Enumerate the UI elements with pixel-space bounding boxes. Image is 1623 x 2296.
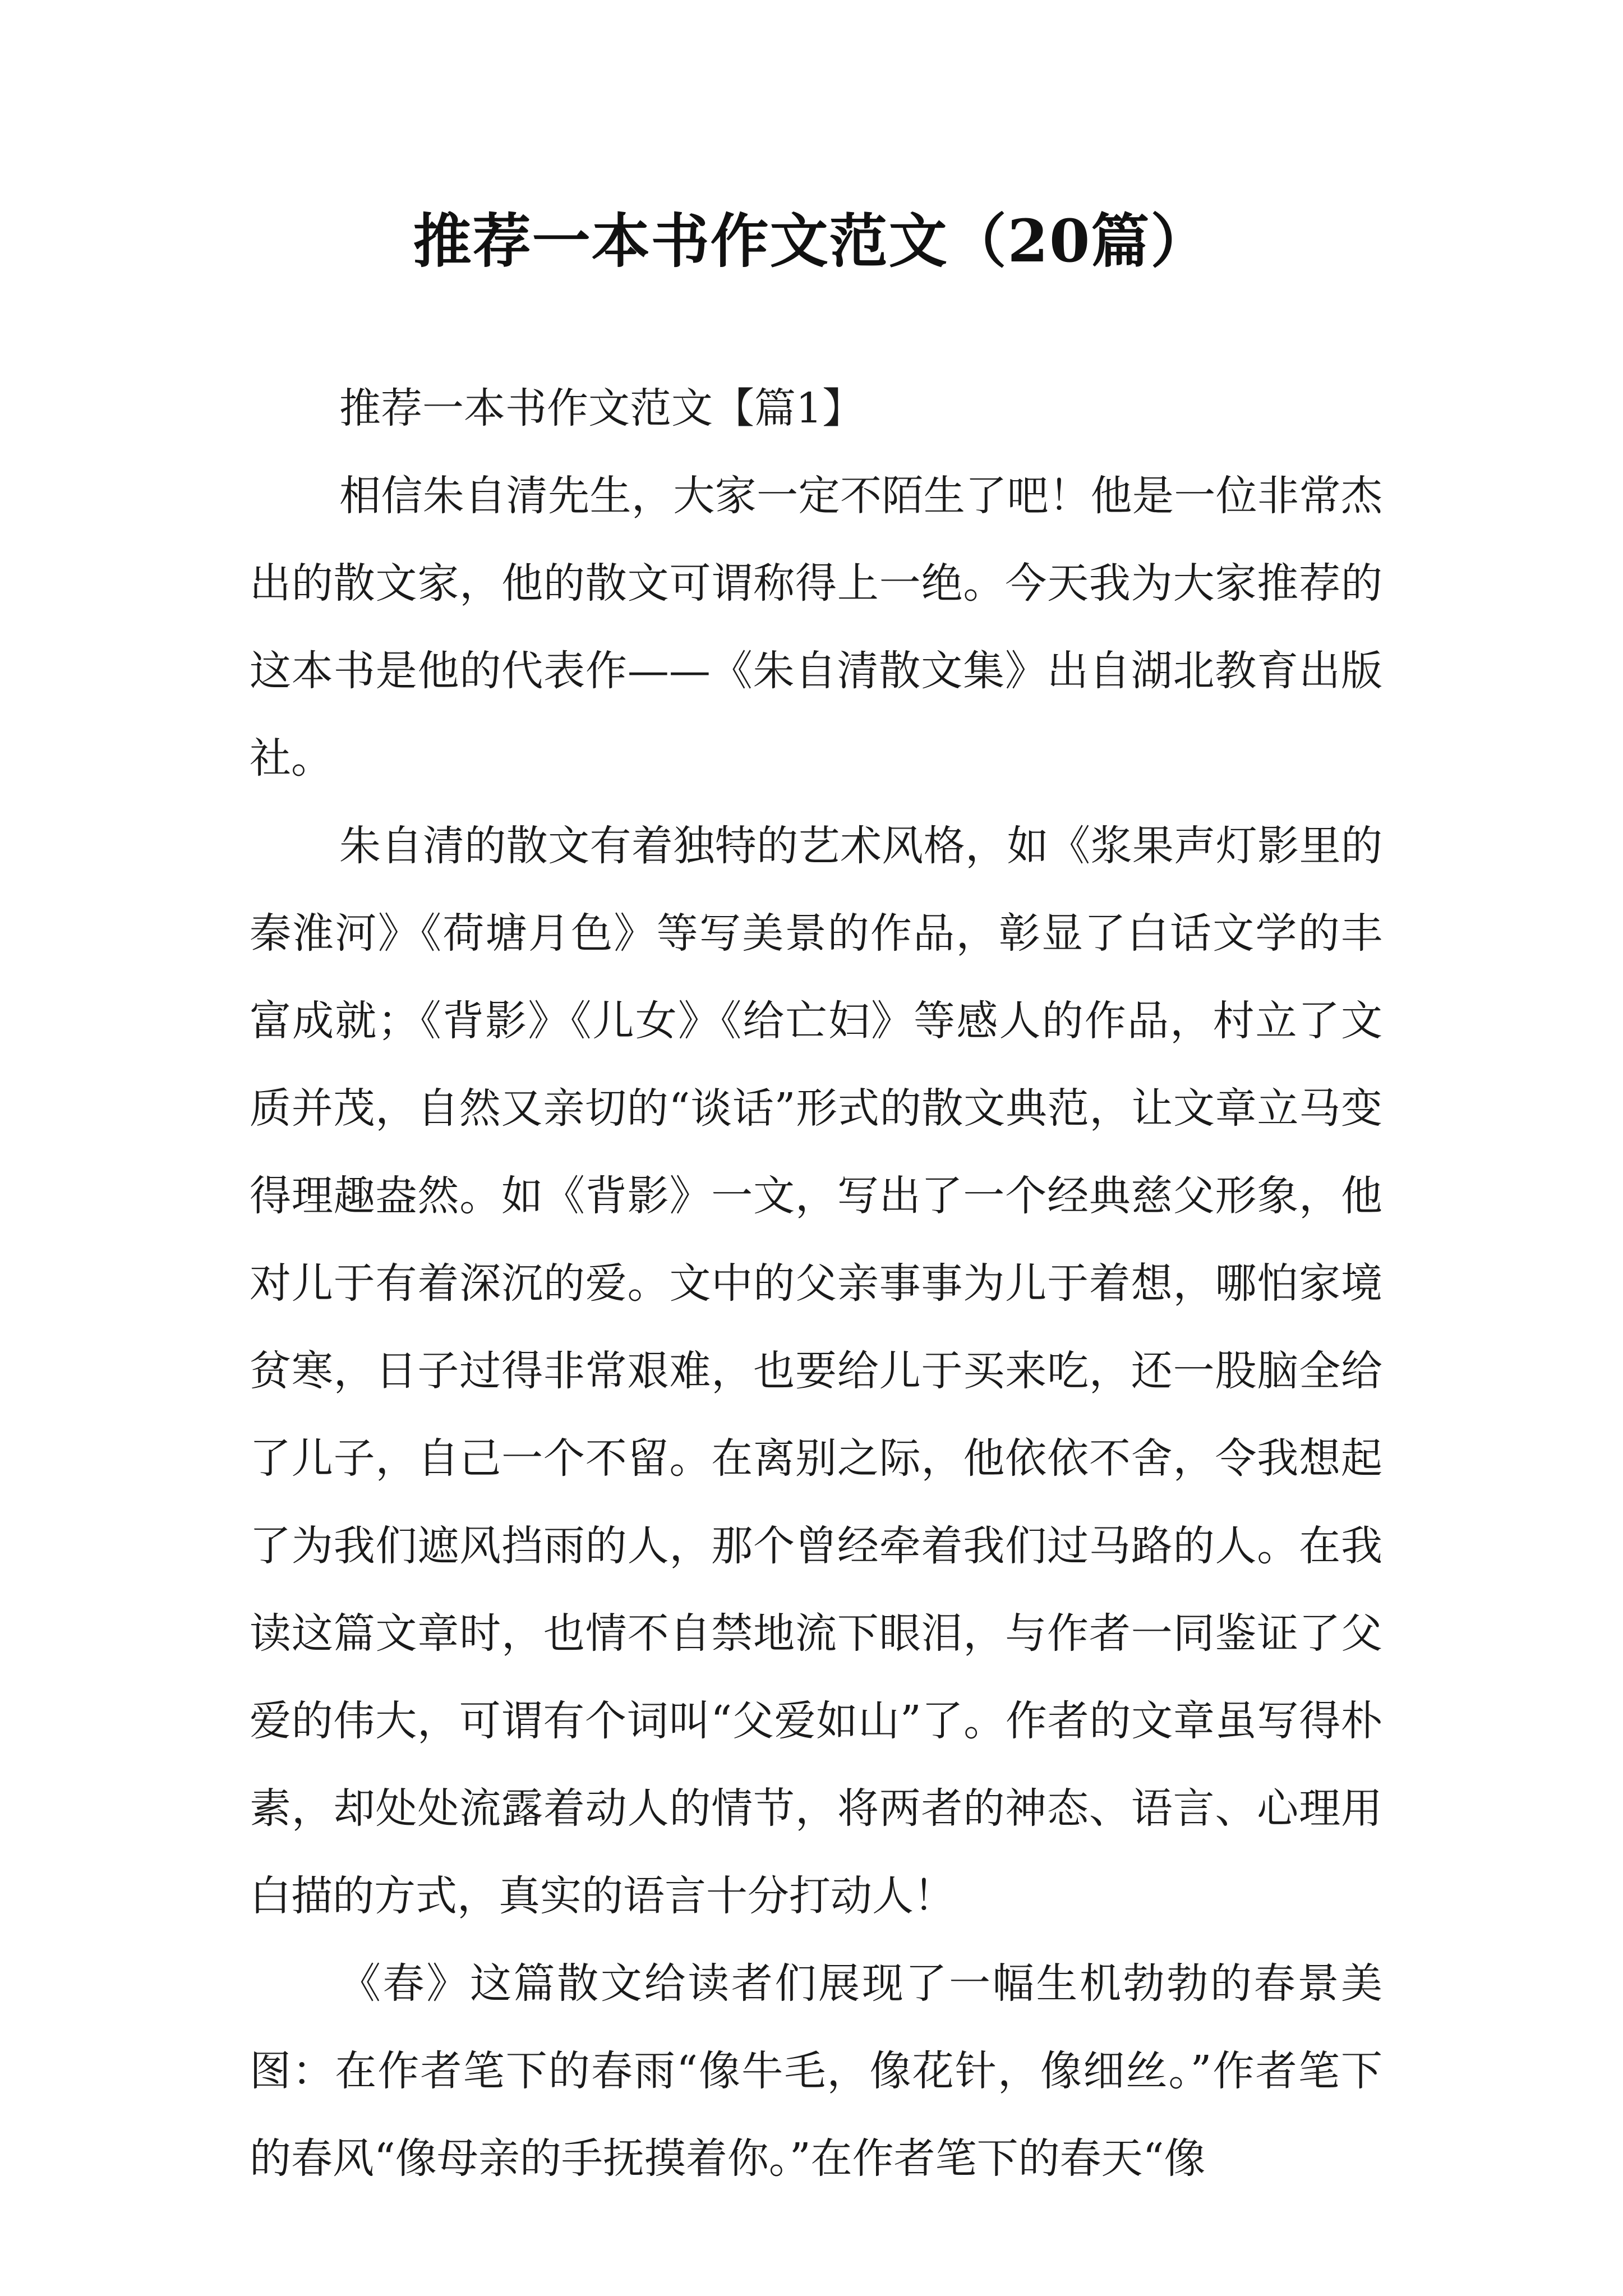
document-title: 推荐一本书作文范文（20篇） [413,206,1210,275]
document-body [250,365,1382,2202]
paragraph: 《春》这篇散文给读者们展现了一幅生机勃勃的春景美图：在作者笔下的春雨“像牛毛，像花针，像细丝。”作者笔下的春风“像母亲的手抚摸着你。”在作者笔下的春天“像 [250,1959,1382,2183]
paragraph: 相信朱自清先生，大家一定不陌生了吧！他是一位非常杰出的散文家，他的散文可谓称得上一绝。今天我为大家推荐的这本书是他的代表作——《朱自清散文集》出自湖北教育出版社。 [250,472,1382,783]
section-heading: 推荐一本书作文范文【篇1】 [339,384,864,432]
paragraph: 朱自清的散文有着独特的艺术风格，如《浆果声灯影里的秦淮河》《荷塘月色》等写美景的作品，彰显了白话文学的丰富成就；《背影》《儿女》《给亡妇》等感人的作品，村立了文质并茂，自然又亲切的“谈话”形式的散文典范，让文章立马变得理趣盎然。如《背影》一文，写出了一个经典慈父形象，他对儿于有着深沉的爱。文中的父亲事事为儿于着想，哪怕家境贫寒，日子过得非常艰难，也要给儿于买来吃，还一股脑全给了儿子，自己一个不留。在离别之际，他依依不舍，令我想起了为我们遮风挡雨的人，那个曾经牵着我们过马路的人。在我读这篇文章时，也情不自禁地流下眼泪，与作者一同鉴证了父爱的伟大，可谓有个词叫“父爱如山”了。作者的文章虽写得朴素，却处处流露着动人的情节，将两者的神态、语言、心理用白描的方式，真实的语言十分打动人！ [250,822,1382,1920]
